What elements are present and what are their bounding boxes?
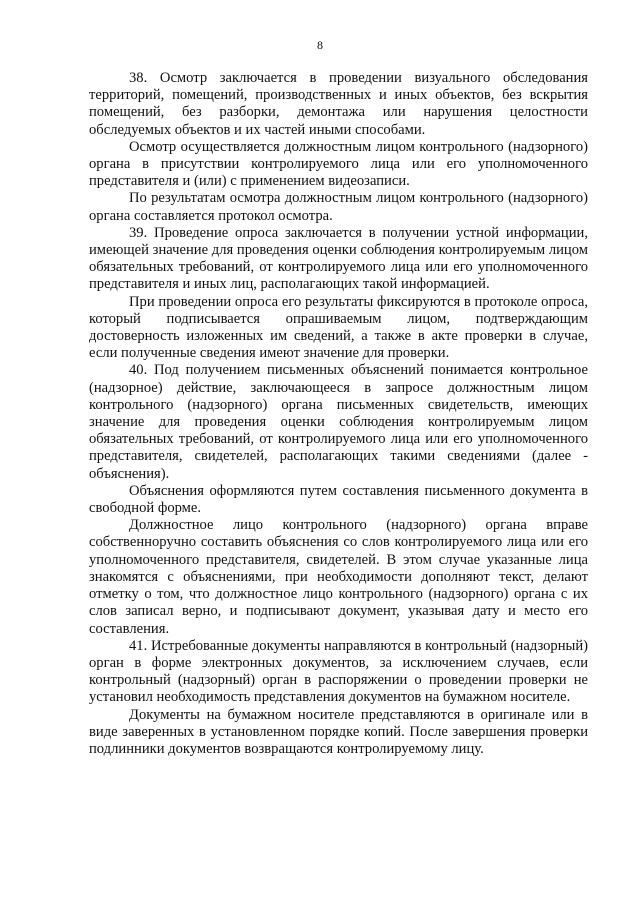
paragraph-38: 38. Осмотр заключается в проведении визуального обследования территорий, помещений, производственных и иных объектов, без вскрытия помещений, без разборки, демонтажа или нарушения целостности обследуемых объектов и их частей иными способами. [89,70,588,138]
paragraph-40: 40. Под получением письменных объяснений понимается контрольное (надзорное) действие, заключающееся в запросе должностным лицом контрольного (надзорного) органа письменных свидетельств, имеющих значение для проведения оценки соблюдения контролируемым лицом обязательных требований, от контролируемого лица или его уполномоченного представителя, свидетелей, располагающих такими сведениями (далее - объяснения). [89,362,588,482]
paragraph-41: 41. Истребованные документы направляются в контрольный (надзорный) орган в форме электронных документов, за исключением случаев, если контрольный (надзорный) орган в распоряжении о проведении проверки не установил необходимость представления документов на бумажном носителе. [89,637,588,706]
paragraph-40-explanations-form: Объяснения оформляются путем составления письменного документа в свободной форме. [89,482,588,517]
paragraph-39-survey-protocol: При проведении опроса его результаты фиксируются в протоколе опроса, который подписывается опрашиваемым лицом, подтверждающим достоверность изложенных им сведений, а также в акте проверки в случае, если полученные сведения имеют значение для проверки. [89,293,588,362]
paragraph-39: 39. Проведение опроса заключается в получении устной информации, имеющей значение для проведения оценки соблюдения контролируемым лицом обязательных требований, от контролируемого лица или его уполномоченного представителя и иных лиц, располагающих такой информацией. [89,224,588,293]
document-body [89,70,588,758]
paragraph-40-official-drafting: Должностное лицо контрольного (надзорного) органа вправе собственноручно составить объяснения со слов контролируемого лица или его уполномоченного представителя, свидетелей. В этом случае указанные лица знакомятся с объяснениями, при необходимости дополняют текст, делают отметку о том, что должностное лицо контрольного (надзорного) органа с их слов записал верно, и подписывают документ, указывая дату и место его составления. [89,517,588,637]
paragraph-38-inspection-conduct: Осмотр осуществляется должностным лицом контрольного (надзорного) органа в присутствии контролируемого лица или его уполномоченного представителя и (или) с применением видеозаписи. [89,138,588,190]
paragraph-38-inspection-protocol: По результатам осмотра должностным лицом контрольного (надзорного) органа составляется протокол осмотра. [89,190,588,224]
page-number: 8 [317,38,323,52]
paragraph-41-paper-documents: Документы на бумажном носителе представляются в оригинале или в виде заверенных в установленном порядке копий. После завершения проверки подлинники документов возвращаются контролируемому лицу. [89,706,588,757]
